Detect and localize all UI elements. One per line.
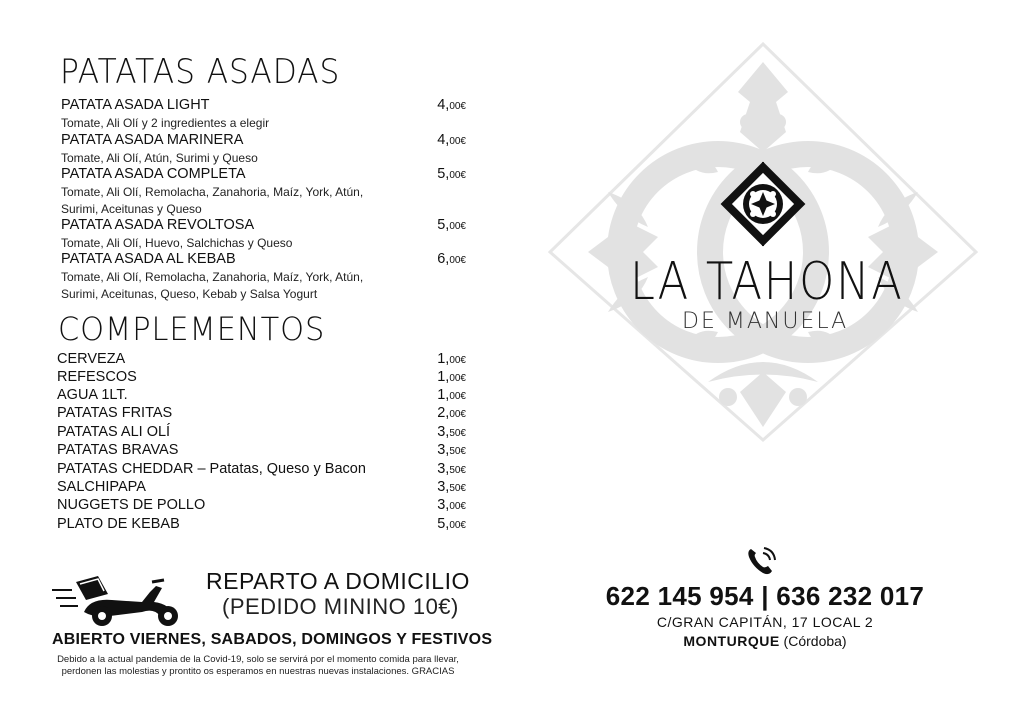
item-price: 5,00€: [437, 516, 466, 532]
address-town: MONTURQUE (Córdoba): [683, 633, 847, 649]
item-name: PLATO DE KEBAB: [57, 516, 180, 532]
list-item: [57, 423, 466, 443]
item-price: 3,50€: [437, 461, 466, 477]
brand-subtitle: DE MANUELA: [682, 309, 849, 334]
item-price: 3,50€: [437, 424, 466, 440]
menu-item: [61, 97, 466, 132]
covid-notice: Debido a la actual pandemia de la Covid-19, solo se servirá por el momento comida para llevar, perdonen las molestias y prontito os esperamos en nuestras nuevas instalaciones. GRACIAS: [57, 654, 459, 677]
item-price: 6,00€: [437, 251, 466, 267]
address-street: C/GRAN CAPITÁN, 17 LOCAL 2: [656, 614, 874, 630]
item-price: 1,00€: [437, 387, 466, 403]
list-item: [57, 404, 466, 424]
item-name: SALCHIPAPA: [57, 479, 146, 495]
item-name: PATATAS ALI OLÍ: [57, 424, 171, 440]
item-description: Tomate, Ali Olí y 2 ingredientes a elegir: [61, 116, 270, 130]
delivery-title: REPARTO A DOMICILIO: [206, 568, 470, 594]
item-price: 1,00€: [437, 369, 466, 385]
item-description: Tomate, Ali Olí, Remolacha, Zanahoria, Maíz, York, Atún,: [61, 185, 364, 199]
item-name: PATATA ASADA MARINERA: [61, 132, 244, 148]
item-name: PATATAS FRITAS: [57, 405, 173, 421]
item-price: 3,50€: [437, 479, 466, 495]
item-name: PATATA ASADA COMPLETA: [61, 166, 246, 182]
list-item: [57, 478, 466, 498]
brand-name: LA TAHONA: [630, 252, 904, 312]
section-title-patatas: PATATAS ASADAS: [60, 52, 341, 92]
item-description: Tomate, Ali Olí, Huevo, Salchichas y Queso: [61, 236, 293, 250]
item-price: 4,00€: [437, 132, 466, 148]
list-item: [57, 496, 466, 516]
item-name: PATATAS CHEDDAR – Patatas, Queso y Bacon: [57, 461, 366, 477]
item-description-cont: Surimi, Aceitunas, Queso, Kebab y Salsa Yogurt: [61, 287, 318, 301]
decorative-tile-pattern: [548, 42, 978, 442]
item-name: PATATA ASADA AL KEBAB: [61, 251, 236, 267]
list-item: [57, 515, 466, 535]
list-item: [57, 441, 466, 461]
item-price: 2,00€: [437, 405, 466, 421]
item-price: 3,50€: [437, 442, 466, 458]
phone-icon: [745, 545, 779, 577]
delivery-minimum: (PEDIDO MININO 10€): [222, 594, 459, 619]
section-title-complementos: COMPLEMENTOS: [58, 310, 326, 348]
item-name: REFESCOS: [57, 369, 137, 385]
item-description-cont: Surimi, Aceitunas y Queso: [61, 202, 202, 216]
menu-item: [61, 132, 466, 167]
item-name: PATATAS BRAVAS: [57, 442, 179, 458]
list-item: [57, 460, 466, 480]
list-item: [57, 350, 466, 370]
item-name: PATATA ASADA LIGHT: [61, 97, 210, 113]
menu-item: [61, 251, 466, 303]
phone-numbers: 622 145 954 | 636 232 017: [605, 581, 925, 611]
item-name: NUGGETS DE POLLO: [57, 497, 206, 513]
item-price: 1,00€: [437, 351, 466, 367]
menu-item: [61, 217, 466, 252]
item-description: Tomate, Ali Olí, Atún, Surimi y Queso: [61, 151, 258, 165]
opening-days: ABIERTO VIERNES, SABADOS, DOMINGOS Y FESTIVOS: [52, 631, 493, 648]
item-price: 4,00€: [437, 97, 466, 113]
menu-item: [61, 166, 466, 218]
list-item: [57, 386, 466, 406]
item-name: PATATA ASADA REVOLTOSA: [61, 217, 255, 233]
item-price: 3,00€: [437, 497, 466, 513]
item-price: 5,00€: [437, 217, 466, 233]
list-item: [57, 368, 466, 388]
item-name: AGUA 1LT.: [57, 387, 128, 403]
item-description: Tomate, Ali Olí, Remolacha, Zanahoria, Maíz, York, Atún,: [61, 270, 364, 284]
delivery-scooter-icon: [50, 572, 190, 628]
item-price: 5,00€: [437, 166, 466, 182]
item-name: CERVEZA: [57, 351, 126, 367]
